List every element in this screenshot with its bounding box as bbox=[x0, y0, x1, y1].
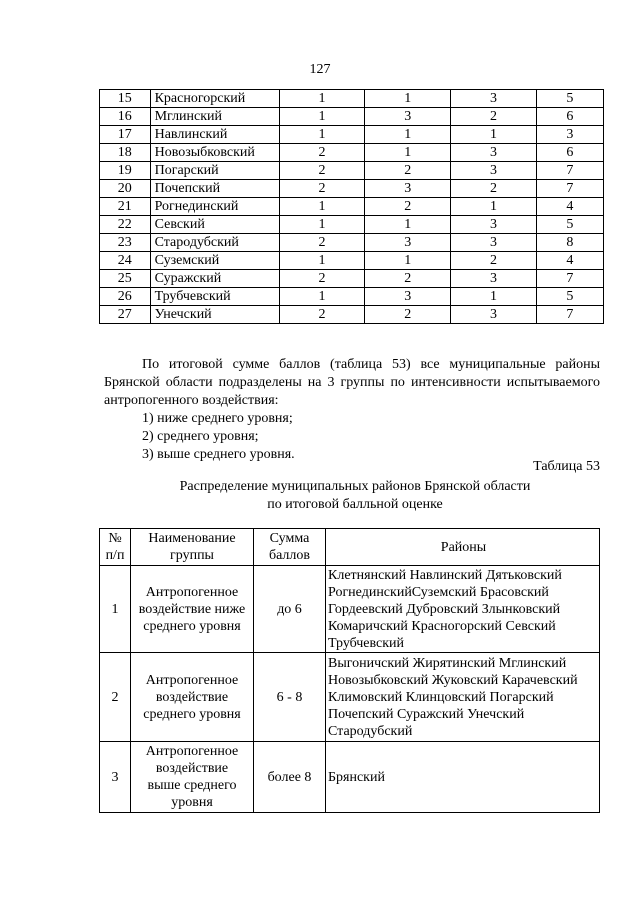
header-group-name-line: Наименование bbox=[148, 531, 236, 546]
district-name: Рогнединский bbox=[150, 198, 279, 216]
district-list-line: Выгоничский Жирятинский Мглинский bbox=[328, 655, 567, 671]
score-c: 2 bbox=[451, 180, 537, 198]
row-number: 25 bbox=[100, 270, 151, 288]
group-name-line: Антропогенное bbox=[145, 672, 239, 688]
row-number: 17 bbox=[100, 126, 151, 144]
row-number: 19 bbox=[100, 162, 151, 180]
group-name-line: среднего уровня bbox=[143, 618, 241, 634]
group-name-line: воздействие ниже bbox=[138, 601, 246, 617]
group-name bbox=[131, 653, 254, 742]
score-c: 3 bbox=[451, 306, 537, 324]
table-caption-line2: по итоговой балльной оценке bbox=[267, 497, 443, 512]
group-name-line: воздействие bbox=[155, 761, 229, 776]
row-number: 15 bbox=[100, 90, 151, 108]
score-c: 3 bbox=[451, 90, 537, 108]
score-c: 3 bbox=[451, 216, 537, 234]
score-a: 2 bbox=[279, 306, 365, 324]
group-number: 1 bbox=[100, 566, 131, 653]
group-score-sum: до 6 bbox=[254, 566, 326, 653]
score-a: 1 bbox=[279, 90, 365, 108]
row-number: 26 bbox=[100, 288, 151, 306]
score-a: 2 bbox=[279, 270, 365, 288]
score-b: 1 bbox=[365, 90, 451, 108]
table-row bbox=[100, 566, 600, 653]
row-number: 20 bbox=[100, 180, 151, 198]
score-b: 1 bbox=[365, 126, 451, 144]
district-name: Трубчевский bbox=[150, 288, 279, 306]
table-row bbox=[100, 742, 600, 813]
score-total: 7 bbox=[536, 306, 603, 324]
score-a: 2 bbox=[279, 180, 365, 198]
score-b: 3 bbox=[365, 180, 451, 198]
table-row bbox=[100, 144, 604, 162]
score-total: 4 bbox=[536, 198, 603, 216]
score-total: 5 bbox=[536, 90, 603, 108]
score-total: 3 bbox=[536, 126, 603, 144]
score-b: 1 bbox=[365, 252, 451, 270]
header-number bbox=[100, 529, 131, 566]
page-number: 127 bbox=[309, 62, 331, 77]
header-group-name bbox=[131, 529, 254, 566]
score-total: 7 bbox=[536, 270, 603, 288]
score-b: 1 bbox=[365, 144, 451, 162]
table-caption-line1: Распределение муниципальных районов Брянской области bbox=[179, 479, 531, 494]
header-score-sum bbox=[254, 529, 326, 566]
header-number-line: № bbox=[108, 531, 122, 546]
district-name: Унечский bbox=[150, 306, 279, 324]
district-list-line: Комаричский Красногорский Севский bbox=[328, 618, 556, 634]
score-total: 4 bbox=[536, 252, 603, 270]
row-number: 21 bbox=[100, 198, 151, 216]
groups-table bbox=[99, 528, 600, 813]
list-item: 1) ниже среднего уровня; bbox=[142, 411, 293, 426]
row-number: 18 bbox=[100, 144, 151, 162]
score-total: 5 bbox=[536, 216, 603, 234]
score-a: 2 bbox=[279, 144, 365, 162]
district-list-line: Почепский Суражский Унечский bbox=[328, 706, 525, 722]
group-name bbox=[131, 566, 254, 653]
table-row bbox=[100, 162, 604, 180]
table-row bbox=[100, 180, 604, 198]
district-name: Почепский bbox=[150, 180, 279, 198]
header-group-name-line: группы bbox=[170, 548, 214, 563]
district-list-line: Клетнянский Навлинский Дятьковский bbox=[328, 567, 562, 583]
district-list-line: Брянский bbox=[328, 769, 385, 785]
score-c: 1 bbox=[451, 288, 537, 306]
score-a: 1 bbox=[279, 126, 365, 144]
score-b: 3 bbox=[365, 288, 451, 306]
score-a: 1 bbox=[279, 198, 365, 216]
district-name: Стародубский bbox=[150, 234, 279, 252]
table-row bbox=[100, 198, 604, 216]
score-c: 3 bbox=[451, 270, 537, 288]
table-row bbox=[100, 216, 604, 234]
header-score-sum-line: баллов bbox=[268, 548, 311, 563]
score-a: 2 bbox=[279, 162, 365, 180]
score-c: 1 bbox=[451, 198, 537, 216]
group-districts bbox=[326, 653, 600, 742]
body-paragraph: По итоговой сумме баллов (таблица 53) все муниципальные районы Брянской области подразделены на 3 группы по интенсивности испытываемого антропогенного воздействия: bbox=[104, 357, 600, 408]
score-total: 8 bbox=[536, 234, 603, 252]
district-name: Новозыбковский bbox=[150, 144, 279, 162]
table-row bbox=[100, 234, 604, 252]
score-a: 1 bbox=[279, 252, 365, 270]
groups-table-header bbox=[100, 529, 600, 566]
group-name-line: выше среднего bbox=[147, 778, 237, 793]
district-name: Погарский bbox=[150, 162, 279, 180]
score-b: 3 bbox=[365, 108, 451, 126]
table-row bbox=[100, 252, 604, 270]
district-list-line: Гордеевский Дубровский Злынковский bbox=[328, 601, 561, 617]
score-a: 1 bbox=[279, 288, 365, 306]
list-item: 2) среднего уровня; bbox=[142, 429, 259, 444]
group-districts bbox=[326, 566, 600, 653]
row-number: 24 bbox=[100, 252, 151, 270]
header-districts: Районы bbox=[326, 529, 600, 566]
district-scores-table bbox=[99, 89, 604, 324]
table-row bbox=[100, 270, 604, 288]
score-b: 3 bbox=[365, 234, 451, 252]
group-number: 3 bbox=[100, 742, 131, 813]
row-number: 23 bbox=[100, 234, 151, 252]
score-a: 1 bbox=[279, 216, 365, 234]
score-c: 2 bbox=[451, 252, 537, 270]
score-b: 2 bbox=[365, 162, 451, 180]
header-score-sum-line: Сумма bbox=[269, 531, 310, 546]
district-list-line: РогнединскийСуземский Брасовский bbox=[328, 584, 549, 600]
group-name-line: Антропогенное bbox=[145, 584, 239, 600]
table-row bbox=[100, 653, 600, 742]
table-row bbox=[100, 90, 604, 108]
score-total: 6 bbox=[536, 108, 603, 126]
score-a: 1 bbox=[279, 108, 365, 126]
district-name: Мглинский bbox=[150, 108, 279, 126]
row-number: 16 bbox=[100, 108, 151, 126]
district-list-line: Климовский Клинцовский Погарский bbox=[328, 689, 554, 705]
score-a: 2 bbox=[279, 234, 365, 252]
district-list-line: Новозыбковский Жуковский Карачевский bbox=[328, 672, 578, 688]
table-row bbox=[100, 288, 604, 306]
score-c: 3 bbox=[451, 234, 537, 252]
district-list-line: Стародубский bbox=[328, 723, 413, 739]
score-total: 7 bbox=[536, 162, 603, 180]
row-number: 22 bbox=[100, 216, 151, 234]
score-c: 3 bbox=[451, 144, 537, 162]
district-name: Красногорский bbox=[150, 90, 279, 108]
group-name-line: Антропогенное bbox=[145, 744, 239, 759]
district-name: Навлинский bbox=[150, 126, 279, 144]
table-row bbox=[100, 306, 604, 324]
group-number: 2 bbox=[100, 653, 131, 742]
header-number-line: п/п bbox=[105, 548, 125, 563]
district-name: Суражский bbox=[150, 270, 279, 288]
score-total: 7 bbox=[536, 180, 603, 198]
score-total: 6 bbox=[536, 144, 603, 162]
score-c: 1 bbox=[451, 126, 537, 144]
score-b: 1 bbox=[365, 216, 451, 234]
group-score-sum: более 8 bbox=[254, 742, 326, 813]
score-total: 5 bbox=[536, 288, 603, 306]
score-c: 3 bbox=[451, 162, 537, 180]
group-districts bbox=[326, 742, 600, 813]
district-name: Севский bbox=[150, 216, 279, 234]
score-c: 2 bbox=[451, 108, 537, 126]
table-row bbox=[100, 108, 604, 126]
group-name-line: среднего уровня bbox=[143, 706, 241, 722]
group-name bbox=[131, 742, 254, 813]
district-name: Суземский bbox=[150, 252, 279, 270]
score-b: 2 bbox=[365, 198, 451, 216]
district-list-line: Трубчевский bbox=[328, 635, 405, 651]
score-b: 2 bbox=[365, 306, 451, 324]
table-label: Таблица 53 bbox=[533, 459, 600, 474]
row-number: 27 bbox=[100, 306, 151, 324]
group-name-line: уровня bbox=[171, 795, 213, 810]
group-score-sum: 6 - 8 bbox=[254, 653, 326, 742]
table-row bbox=[100, 126, 604, 144]
score-b: 2 bbox=[365, 270, 451, 288]
group-name-line: воздействие bbox=[155, 689, 229, 705]
list-item: 3) выше среднего уровня. bbox=[142, 447, 295, 462]
